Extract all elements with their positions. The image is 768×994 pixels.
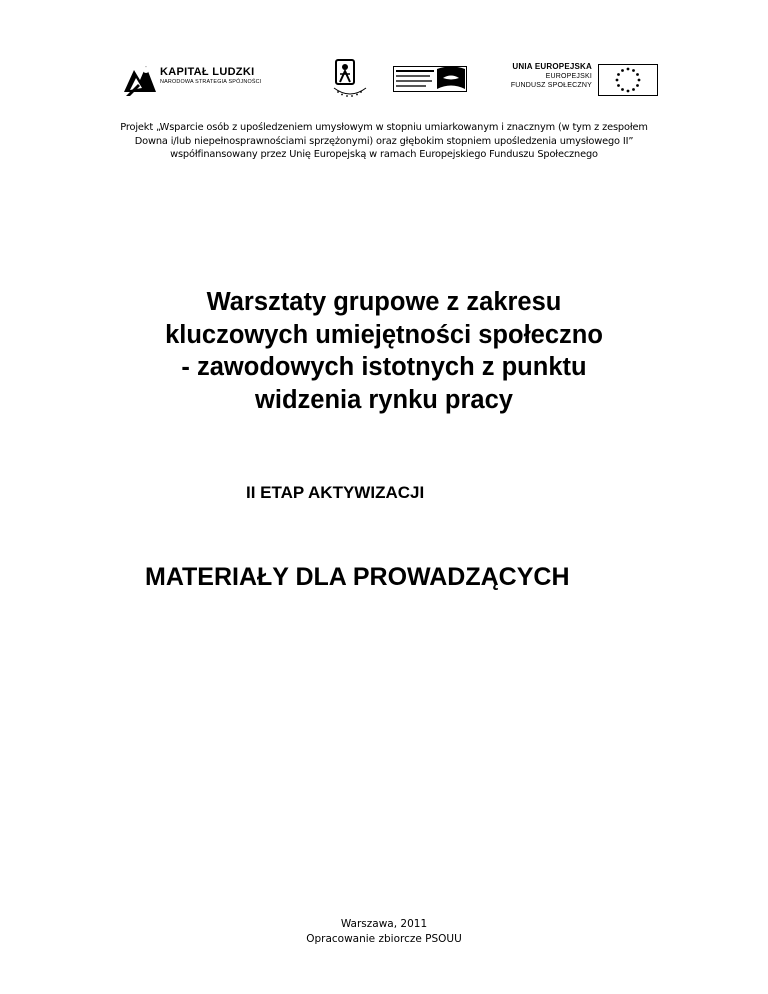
kapital-ludzki-name: KAPITAŁ LUDZKI <box>160 66 255 78</box>
document-title <box>90 286 678 416</box>
kapital-ludzki-icon <box>122 62 158 98</box>
project-info-line: Downa i/lub niepełnosprawnościami sprzężonymi) oraz głębokim stopniem upośledzenia umysłowego II” <box>134 135 634 147</box>
title-line: kluczowych umiejętności społeczno <box>165 320 603 349</box>
project-info-line: Projekt „Wsparcie osób z upośledzeniem umysłowym w stopniu umiarkowanym i znacznym (w tym z zespołem <box>120 122 648 133</box>
pfron-logo <box>393 66 467 92</box>
unia-europejska-logo <box>510 62 658 98</box>
kapital-ludzki-logo <box>116 60 286 100</box>
pfron-logo-icon <box>393 66 467 92</box>
eu-flag-icon <box>598 64 658 96</box>
stage-heading: II ETAP AKTYWIZACJI <box>246 483 425 502</box>
ue-fund-line1: EUROPEJSKI <box>545 73 592 80</box>
project-info <box>60 121 708 162</box>
title-line: Warsztaty grupowe z zakresu <box>206 288 562 316</box>
project-info-line: współfinansowany przez Unię Europejską w ramach Europejskiego Funduszu Społecznego <box>170 149 598 160</box>
ue-fund-line2: FUNDUSZ SPOŁECZNY <box>510 82 592 89</box>
title-line: widzenia rynku pracy <box>255 385 513 414</box>
kapital-ludzki-subtitle: NARODOWA STRATEGIA SPÓJNOŚCI <box>160 79 262 85</box>
footer-author: Opracowanie zbiorcze PSOUU <box>306 933 462 945</box>
psouu-logo <box>330 58 370 102</box>
ue-name: UNIA EUROPEJSKA <box>512 62 592 71</box>
materials-heading: MATERIAŁY DLA PROWADZĄCYCH <box>145 563 570 591</box>
footer-place-date: Warszawa, 2011 <box>340 918 428 930</box>
logo-bar <box>0 58 768 103</box>
footer <box>234 917 534 947</box>
psouu-emblem-icon <box>330 58 370 102</box>
title-line: - zawodowych istotnych z punktu <box>181 353 587 381</box>
